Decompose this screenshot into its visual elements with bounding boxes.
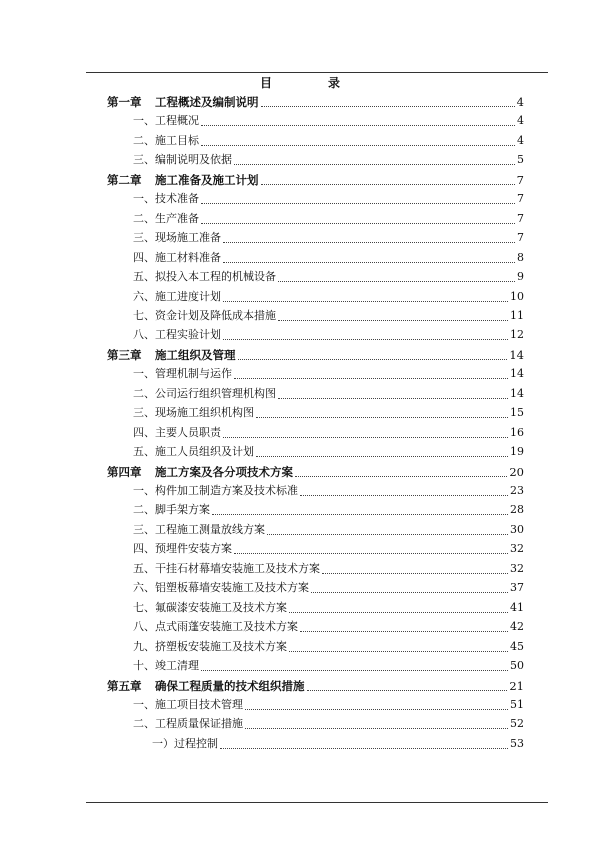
dot-leader [322, 573, 508, 574]
toc-section-entry[interactable] [133, 268, 524, 286]
toc-section-entry[interactable] [133, 579, 524, 597]
toc-entry-label [133, 404, 254, 422]
toc-title: 目 录 [259, 76, 362, 90]
toc-page-number: 32 [510, 542, 524, 556]
toc-section-entry[interactable] [133, 210, 524, 228]
dot-leader [220, 748, 508, 749]
toc-page-number: 32 [510, 561, 524, 575]
toc-entry-text: 一、构件加工制造方案及技术标准 [133, 484, 298, 497]
dot-leader [278, 281, 515, 282]
dot-leader [300, 495, 508, 496]
dot-leader [201, 223, 515, 224]
dot-leader [223, 262, 515, 263]
toc-page-number: 19 [510, 445, 524, 459]
toc-page-number: 50 [510, 659, 524, 673]
toc-page-number: 8 [517, 250, 524, 264]
dot-leader [238, 359, 508, 360]
dot-leader [261, 184, 515, 185]
toc-entry-label [133, 696, 243, 714]
toc-entry-label [133, 268, 276, 286]
dot-leader [245, 728, 508, 729]
dot-leader [311, 592, 508, 593]
toc-section-entry[interactable] [133, 443, 524, 461]
toc-entry-label [133, 132, 199, 150]
toc-chapter-number: 第二章 [107, 172, 142, 187]
toc-entry-text: 五、拟投入本工程的机械设备 [133, 270, 276, 284]
toc-entry-text: 十、竣工清理 [133, 659, 199, 673]
toc-page-number: 11 [510, 308, 524, 322]
toc-entry-label [133, 521, 265, 539]
toc-chapter-entry[interactable] [107, 677, 524, 695]
toc-page-number: 7 [517, 192, 524, 206]
toc-entry-text: 四、主要人员职责 [133, 425, 221, 439]
toc-section-entry[interactable] [133, 307, 524, 325]
toc-page-number: 42 [510, 620, 524, 634]
toc-section-entry[interactable] [133, 249, 524, 267]
toc-entry-text: 一、技术准备 [133, 192, 199, 206]
dot-leader [278, 398, 508, 399]
toc-entry-label [133, 424, 221, 442]
dot-leader [256, 456, 508, 457]
dot-leader [261, 106, 515, 107]
toc-entry-text: 确保工程质量的技术组织措施 [155, 678, 305, 693]
toc-entry-label [133, 210, 199, 228]
toc-entry-text: 工程概述及编制说明 [155, 95, 259, 109]
toc-entry-label [107, 93, 259, 111]
toc-entry-label [133, 385, 276, 403]
toc-section-entry[interactable] [133, 482, 524, 500]
toc-entry-label [152, 735, 218, 753]
toc-entry-text: 八、点式雨蓬安装施工及技术方案 [133, 620, 298, 634]
toc-chapter-number: 第四章 [107, 464, 142, 479]
dot-leader [234, 553, 508, 554]
toc-page-number: 21 [509, 678, 524, 693]
toc-section-entry[interactable] [133, 715, 524, 733]
toc-section-entry[interactable] [133, 190, 524, 208]
toc-entry-label [133, 249, 221, 267]
toc-section-entry[interactable] [133, 540, 524, 558]
toc-section-entry[interactable] [133, 385, 524, 403]
toc-section-entry[interactable] [133, 560, 524, 578]
dot-leader [234, 378, 508, 379]
toc-chapter-number: 第三章 [107, 347, 142, 362]
toc-chapter-number: 第五章 [107, 678, 142, 693]
dot-leader [256, 417, 508, 418]
dot-leader [289, 651, 508, 652]
toc-chapter-entry[interactable] [107, 463, 524, 481]
toc-section-entry[interactable] [133, 638, 524, 656]
toc-entry-text: 六、铝塑板幕墙安装施工及技术方案 [133, 581, 309, 595]
toc-entry-text: 三、现场施工组织机构图 [133, 406, 254, 420]
dot-leader [300, 631, 508, 632]
dot-leader [223, 301, 508, 302]
toc-chapter-number: 第一章 [107, 95, 142, 109]
toc-entry-text: 七、氟碳漆安装施工及技术方案 [133, 600, 287, 614]
toc-entry-text: 二、施工目标 [133, 133, 199, 147]
toc-entry-text: 一、工程概况 [133, 114, 199, 128]
toc-page-number: 5 [517, 153, 524, 167]
toc-page-number: 4 [517, 114, 524, 128]
toc-entry-label [107, 677, 305, 695]
toc-chapter-entry[interactable] [107, 171, 524, 189]
dot-leader [201, 670, 508, 671]
toc-entry-label [133, 112, 199, 130]
header-rule [86, 72, 548, 73]
toc-page-number: 16 [510, 425, 524, 439]
toc-section-entry[interactable] [133, 424, 524, 442]
toc-entry-text: 八、工程实验计划 [133, 328, 221, 342]
toc-entry-label [107, 171, 259, 189]
toc-page-number: 20 [509, 464, 524, 479]
toc-page-number: 14 [510, 386, 524, 400]
toc-page-number: 52 [510, 717, 524, 731]
footer-rule [86, 802, 548, 803]
toc-entry-label [133, 482, 298, 500]
dot-leader [201, 203, 515, 204]
toc-entry-text: 二、脚手架方案 [133, 503, 210, 517]
toc-chapter-entry[interactable] [107, 346, 524, 364]
toc-entry-label [133, 501, 210, 519]
toc-section-entry[interactable] [133, 501, 524, 519]
toc-entry-label [133, 307, 276, 325]
toc-page-number: 15 [510, 406, 524, 420]
toc-entry-text: 九、挤塑板安装施工及技术方案 [133, 639, 287, 653]
toc-chapter-entry[interactable] [107, 93, 524, 111]
toc-entry-text: 二、公司运行组织管理机构图 [133, 386, 276, 400]
toc-entry-label [133, 618, 298, 636]
toc-entry-label [133, 560, 320, 578]
dot-leader [223, 339, 508, 340]
toc-page-number: 7 [517, 211, 524, 225]
dot-leader [289, 612, 508, 613]
toc-entry-label [107, 463, 293, 481]
toc-section-entry[interactable] [133, 599, 524, 617]
toc-entry-text: 六、施工进度计划 [133, 289, 221, 303]
toc-subsection-entry[interactable] [152, 735, 524, 753]
toc-entry-label [133, 151, 232, 169]
toc-page-number: 14 [510, 367, 524, 381]
toc-entry-label [133, 579, 309, 597]
toc-page-number: 30 [510, 522, 524, 536]
toc-page-number: 9 [517, 270, 524, 284]
toc-section-entry[interactable] [133, 288, 524, 306]
toc-entry-text: 五、施工人员组织及计划 [133, 445, 254, 459]
toc-section-entry[interactable] [133, 404, 524, 422]
toc-entry-label [133, 229, 221, 247]
toc-entry-text: 三、编制说明及依据 [133, 153, 232, 167]
toc-entry-text: 一、管理机制与运作 [133, 367, 232, 381]
toc-section-entry[interactable] [133, 326, 524, 344]
toc-entry-label [133, 715, 243, 733]
dot-leader [223, 242, 515, 243]
toc-entry-label [133, 599, 287, 617]
toc-page-number: 28 [510, 503, 524, 517]
dot-leader [234, 164, 515, 165]
dot-leader [307, 690, 508, 691]
toc-entry-label [133, 326, 221, 344]
toc-entry-label [107, 346, 236, 364]
toc-section-entry[interactable] [133, 618, 524, 636]
toc-entry-text: 一、施工项目技术管理 [133, 697, 243, 711]
dot-leader [212, 514, 508, 515]
toc-section-entry[interactable] [133, 112, 524, 130]
toc-entry-text: 二、工程质量保证措施 [133, 717, 243, 731]
dot-leader [267, 534, 508, 535]
toc-page-number: 7 [516, 172, 524, 187]
dot-leader [201, 125, 515, 126]
toc-section-entry[interactable] [133, 521, 524, 539]
toc-entry-text: 四、预埋件安装方案 [133, 542, 232, 556]
toc-page-number: 45 [510, 639, 524, 653]
toc-page-number: 14 [509, 347, 524, 362]
dot-leader [223, 437, 508, 438]
toc-section-entry[interactable] [133, 365, 524, 383]
toc-entry-text: 施工组织及管理 [155, 347, 236, 362]
toc-page-number: 53 [510, 736, 524, 750]
toc-page-number: 4 [517, 133, 524, 147]
toc-section-entry[interactable] [133, 657, 524, 675]
toc-section-entry[interactable] [133, 696, 524, 714]
dot-leader [295, 476, 507, 477]
toc-section-entry[interactable] [133, 151, 524, 169]
dot-leader [278, 320, 508, 321]
toc-entry-label [133, 288, 221, 306]
toc-entry-label [133, 365, 232, 383]
toc-entry-text: 五、干挂石材幕墙安装施工及技术方案 [133, 561, 320, 575]
dot-leader [201, 145, 515, 146]
toc-page-number: 12 [510, 328, 524, 342]
toc-entry-text: 施工方案及各分项技术方案 [155, 464, 293, 479]
toc-page-number: 10 [510, 289, 524, 303]
toc-entry-label [133, 638, 287, 656]
toc-entry-text: 一）过程控制 [152, 736, 218, 750]
toc-page-number: 23 [510, 484, 524, 497]
toc-entry-label [133, 443, 254, 461]
toc-entry-text: 三、工程施工测量放线方案 [133, 522, 265, 536]
toc-section-entry[interactable] [133, 132, 524, 150]
toc-entry-label [133, 657, 199, 675]
toc-entry-label [133, 540, 232, 558]
toc-page-number: 51 [510, 697, 524, 711]
toc-page-number: 37 [510, 581, 524, 595]
toc-page-number: 7 [517, 231, 524, 245]
toc-entry-text: 三、现场施工准备 [133, 231, 221, 245]
toc-entry-text: 七、资金计划及降低成本措施 [133, 308, 276, 322]
toc-entry-text: 施工准备及施工计划 [155, 172, 259, 187]
toc-page-number: 41 [510, 600, 524, 614]
toc-entry-text: 四、施工材料准备 [133, 250, 221, 264]
toc-entry-label [133, 190, 199, 208]
toc-entry-text: 二、生产准备 [133, 211, 199, 225]
toc-page-number: 4 [516, 95, 524, 109]
toc-section-entry[interactable] [133, 229, 524, 247]
dot-leader [245, 709, 508, 710]
